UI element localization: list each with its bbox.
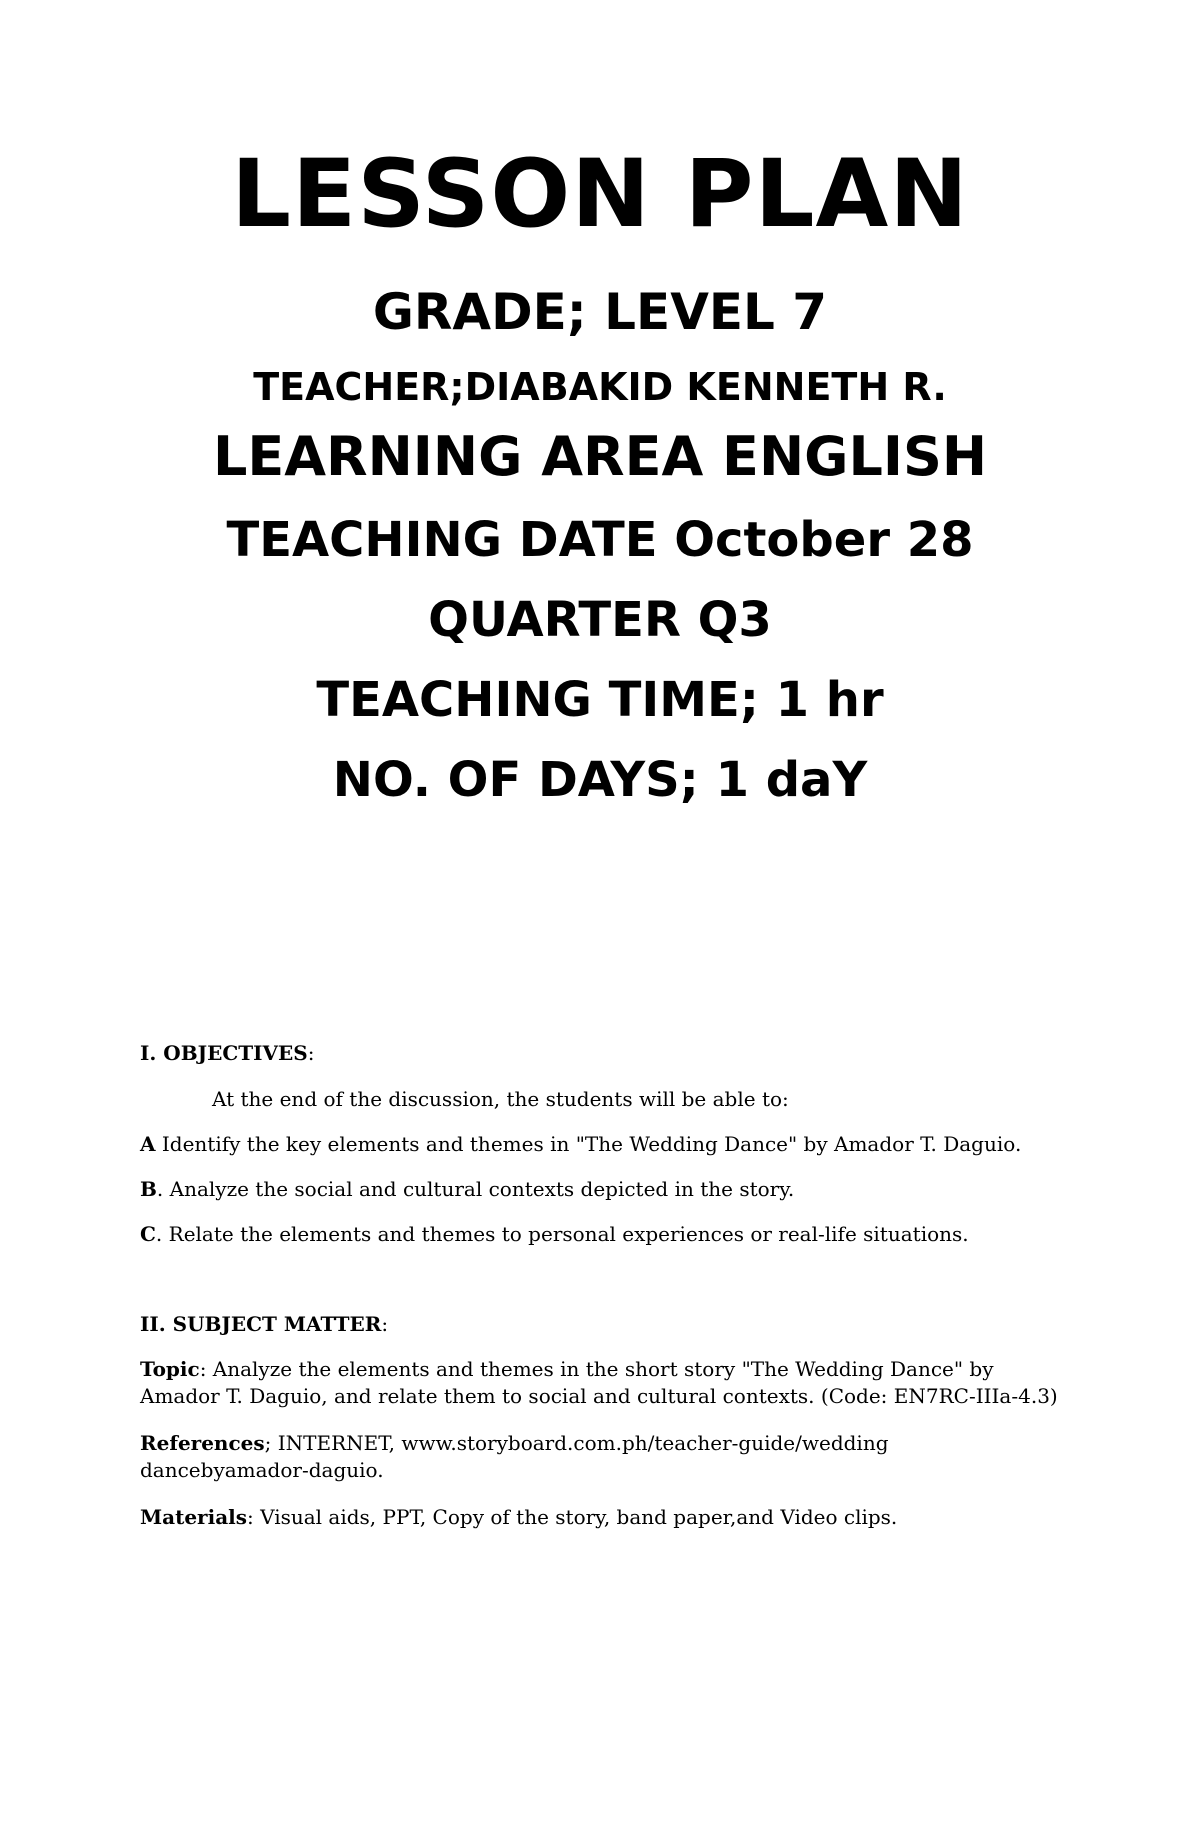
- objective-item: [140, 1221, 1060, 1248]
- objective-text: . Analyze the social and cultural contexts depicted in the story.: [156, 1177, 795, 1201]
- objective-text: Identify the key elements and themes in "The Wedding Dance" by Amador T. Daguio.: [155, 1132, 1022, 1156]
- objectives-heading-colon: :: [307, 1041, 315, 1065]
- objective-text: . Relate the elements and themes to personal experiences or real-life situations.: [155, 1222, 969, 1246]
- topic-paragraph: [140, 1356, 1060, 1410]
- subject-matter-heading-colon: :: [381, 1312, 389, 1336]
- grade-level: GRADE; LEVEL 7: [372, 283, 828, 341]
- topic-label: Topic: [140, 1357, 200, 1381]
- objective-letter: A: [140, 1132, 156, 1156]
- materials-paragraph: [140, 1504, 1060, 1531]
- teaching-date: TEACHING DATE October 28: [226, 512, 974, 568]
- objective-letter: B: [140, 1177, 157, 1201]
- subject-matter-heading: [140, 1311, 1060, 1338]
- objectives-heading-text: I. OBJECTIVES: [140, 1041, 308, 1065]
- references-paragraph: [140, 1430, 1060, 1484]
- references-text: ; INTERNET, www.storyboard.com.ph/teacher-guide/wedding dancebyamador-daguio.: [140, 1431, 889, 1482]
- quarter: QUARTER Q3: [428, 592, 772, 648]
- topic-text: : Analyze the elements and themes in the short story "The Wedding Dance" by Amador T. Daguio, and relate them to social and cultural contexts. (Code: EN7RC-IIIa-4.3): [140, 1357, 1058, 1408]
- objectives-heading: [140, 1040, 1060, 1067]
- materials-text: : Visual aids, PPT, Copy of the story, band paper,and Video clips.: [247, 1505, 898, 1529]
- objectives-intro: At the end of the discussion, the students will be able to:: [212, 1087, 789, 1111]
- learning-area: LEARNING AREA ENGLISH: [212, 425, 988, 488]
- objective-letter: C: [140, 1222, 156, 1246]
- teacher-name: TEACHER;DIABAKID KENNETH R.: [253, 365, 947, 409]
- materials-label: Materials: [140, 1505, 248, 1529]
- objective-item: [140, 1176, 1060, 1203]
- subject-matter-heading-text: II. SUBJECT MATTER: [140, 1312, 382, 1336]
- number-of-days: NO. OF DAYS; 1 daY: [332, 752, 868, 808]
- references-label: References: [140, 1431, 265, 1455]
- teaching-time: TEACHING TIME; 1 hr: [316, 672, 884, 728]
- objective-item: [140, 1131, 1060, 1158]
- lesson-plan-title: LESSON PLAN: [231, 140, 969, 249]
